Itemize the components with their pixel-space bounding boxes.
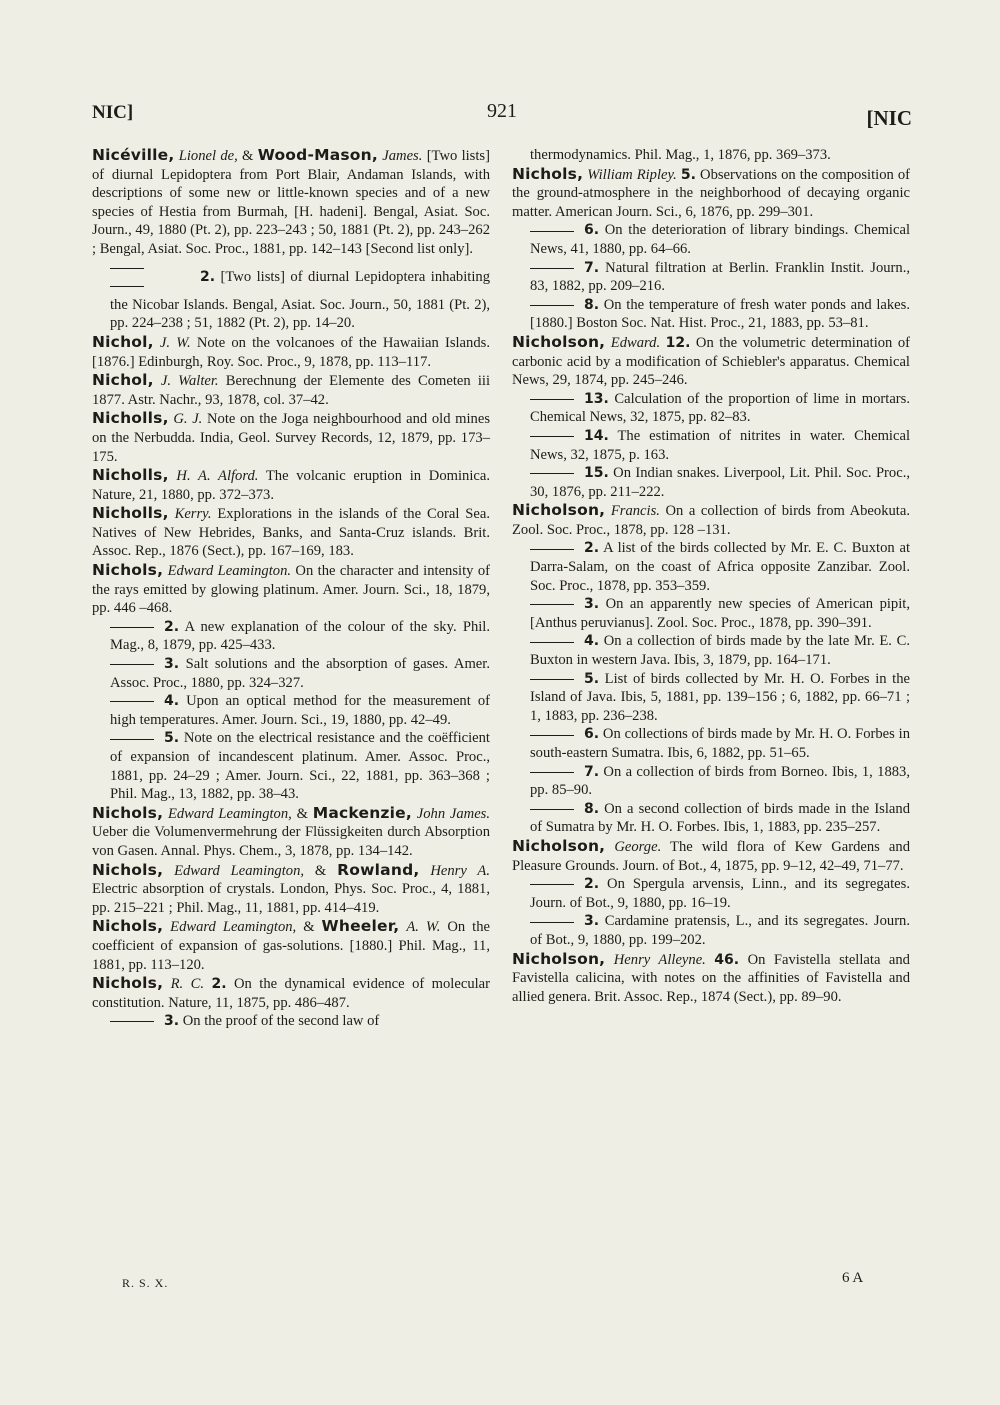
entry-number: 2.	[164, 618, 180, 635]
author-given: R. C.	[170, 976, 205, 993]
entry-text: Calculation of the proportion of lime in mortars. Chemical News, 32, 1875, pp. 82–83.	[530, 390, 910, 426]
entry-text: On collections of birds made by Mr. H. O. Forbes in south-eastern Sumatra. Ibis, 6, 1882, pp. 51–65.	[530, 726, 910, 761]
entry-continuation	[512, 427, 910, 464]
coauthor-name: Wheeler,	[321, 917, 400, 936]
author-name: Nichols,	[92, 803, 164, 822]
author-name: Nichols,	[92, 561, 164, 580]
entry-text: On an apparently new species of American pipit, [Anthus peruvianus]. Zool. Soc. Proc., 1878, pp. 390–391.	[530, 596, 910, 631]
author-given: William Ripley.	[587, 166, 677, 183]
author-name: Nichols,	[92, 917, 164, 936]
entry-continuation	[92, 618, 490, 655]
coauthor-given: James.	[382, 148, 423, 164]
entry-continuation	[512, 296, 910, 333]
entry-continuation	[512, 595, 910, 632]
dash	[530, 642, 574, 643]
entry-nichols-el	[92, 561, 490, 618]
entry-nichols-wr	[512, 165, 910, 222]
entry-text: On the deterioration of library bindings. Chemical News, 41, 1880, pp. 64–66.	[530, 222, 910, 257]
page-number: 921	[487, 100, 517, 122]
author-name: Nichol,	[92, 332, 154, 351]
dash	[110, 701, 154, 702]
author-given: G. J.	[173, 411, 203, 428]
entry-continuation	[92, 692, 490, 729]
entry-text: Explorations in the islands of the Coral Sea. Natives of New Hebrides, Banks, and Santa-Cruz islands. Brit. Assoc. Rep., 1876 (Sect.), pp. 167–169, 183.	[92, 506, 490, 560]
author-name: Nicholls,	[92, 409, 169, 428]
entry-nicholls-gj	[92, 409, 490, 466]
dash	[530, 772, 574, 773]
ampersand: &	[296, 805, 308, 822]
author-given: H. A. Alford.	[176, 468, 259, 485]
entry-number: 8.	[584, 800, 600, 817]
header-right-heading: [NIC	[866, 106, 912, 130]
entry-text: On the temperature of fresh water ponds and lakes. [1880.] Boston Soc. Nat. Hist. Proc., 21, 1883, pp. 53–81.	[530, 296, 910, 332]
coauthor-name: Wood-Mason,	[257, 146, 378, 164]
coauthor-given: John James.	[416, 805, 491, 822]
header-left-heading: NIC]	[92, 102, 134, 123]
dash	[530, 922, 574, 923]
author-name: Nicholson,	[512, 332, 606, 351]
dash	[530, 735, 574, 736]
entry-continuation	[92, 729, 490, 803]
dash	[530, 809, 574, 810]
entry-number: 3.	[584, 596, 600, 613]
coauthor-given: A. W.	[406, 919, 441, 936]
author-name: Nichols,	[92, 974, 164, 993]
entry-continuation	[512, 259, 910, 296]
entry-nicholson-henry	[512, 950, 910, 1007]
entry-text: On a collection of birds from Borneo. Ibis, 1, 1883, pp. 85–90.	[530, 763, 910, 799]
entry-nicholls-ha	[92, 466, 490, 504]
gathering-mark: 6 A	[842, 1270, 864, 1286]
entry-continuation	[512, 725, 910, 762]
author-name: Nicéville,	[92, 146, 175, 164]
right-column	[512, 146, 910, 1006]
entry-number: 15.	[584, 465, 609, 482]
entry-text: List of birds collected by Mr. H. O. Forbes in the Island of Java. Ibis, 5, 1881, pp. 139–156 ; 6, 1882, pp. 66–71 ; 1, 1883, pp. 236–238.	[530, 670, 910, 724]
author-given: J. Walter.	[160, 373, 219, 390]
entry-nicholls-kerry	[92, 504, 490, 561]
dash	[530, 549, 574, 550]
entry-continuation	[512, 539, 910, 595]
entry-nicholson-francis	[512, 501, 910, 539]
entry-text: On the volumetric determination of carbonic acid by a modification of Schiebler's apparatus. Chemical News, 29, 1874, pp. 245–246.	[512, 334, 910, 389]
entry-continuation	[512, 390, 910, 427]
dash	[530, 604, 574, 605]
entry-number: 7.	[584, 763, 600, 780]
entry-continuation	[512, 912, 910, 949]
dash	[530, 399, 574, 400]
entry-nichol-j-walter	[92, 371, 490, 409]
entry-text: Cardamine pratensis, L., and its segregates. Journ. of Bot., 9, 1880, pp. 199–202.	[530, 913, 910, 948]
entry-number: 5.	[164, 730, 180, 747]
entry-text: On a collection of birds made by the late Mr. E. C. Buxton in western Java. Ibis, 3, 1879, pp. 164–171.	[530, 633, 910, 669]
entry-niceville	[92, 146, 490, 259]
coauthor-name: Mackenzie,	[312, 803, 412, 822]
author-given: Lionel de,	[178, 148, 238, 164]
dash	[110, 627, 154, 628]
entry-text: A new explanation of the colour of the sky. Phil. Mag., 8, 1879, pp. 425–433.	[110, 618, 490, 654]
entry-number: 6.	[584, 726, 600, 743]
author-name: Nicholson,	[512, 949, 606, 968]
page-header	[92, 98, 912, 138]
entry-text: The wild flora of Kew Gardens and Pleasure Grounds. Journ. of Bot., 4, 1875, pp. 9–12, 42–49, 71–77.	[512, 838, 910, 874]
author-name: Nichol,	[92, 371, 154, 390]
ampersand: &	[314, 862, 327, 879]
entry-text: Upon an optical method for the measurement of high temperatures. Amer. Journ. Sci., 19, 1880, pp. 42–49.	[110, 693, 490, 728]
entry-text: On a collection of birds from Abeokuta. Zool. Soc. Proc., 1878, pp. 128 –131.	[512, 503, 910, 538]
author-given: Edward Leamington,	[174, 862, 305, 879]
entry-text: Note on the volcanoes of the Hawaiian Islands. [1876.] Edinburgh, Roy. Soc. Proc., 9, 1878, pp. 113–117.	[92, 334, 490, 370]
entry-continuation	[512, 464, 910, 501]
entry-text: On the proof of the second law of	[182, 1013, 380, 1030]
dash	[110, 1021, 154, 1022]
entry-continuation	[512, 800, 910, 837]
entry-nicholson-george	[512, 837, 910, 875]
entry-number: 8.	[584, 296, 600, 313]
left-column	[92, 146, 490, 1031]
dash	[530, 231, 574, 232]
entry-text: On the dynamical evidence of molecular constitution. Nature, 11, 1875, pp. 486–487.	[92, 976, 491, 1011]
entry-text: The volcanic eruption in Dominica. Nature, 21, 1880, pp. 372–373.	[92, 468, 490, 503]
dash	[530, 268, 574, 269]
dash	[530, 679, 574, 680]
entry-text: Note on the Joga neighbourhood and old mines on the Nerbudda. India, Geol. Survey Records, 12, 1879, pp. 173–175.	[92, 411, 490, 465]
entry-number: 7.	[584, 259, 600, 276]
dash	[110, 739, 154, 740]
entry-number: 12.	[665, 334, 691, 351]
entry-continuation	[512, 875, 910, 912]
dash	[530, 884, 574, 885]
entry-text: On the coefficient of expansion of gas-solutions. [1880.] Phil. Mag., 11, 1881, pp. 113–120.	[92, 919, 490, 973]
entry-text: Natural filtration at Berlin. Franklin Instit. Journ., 83, 1882, pp. 209–216.	[530, 259, 910, 295]
author-name: Nicholls,	[92, 466, 169, 485]
author-name: Nichols,	[512, 164, 584, 183]
entry-text: On Spergula arvensis, Linn., and its segregates. Journ. of Bot., 9, 1880, pp. 16–19.	[530, 876, 910, 911]
page-footer	[0, 1270, 1000, 1300]
entry-nichols-rc	[92, 974, 490, 1012]
entry-text: Note on the electrical resistance and the coëfficient of expansion of incandescent platinum. Amer. Assoc. Proc., 1881, pp. 24–29 ; Amer. Journ. Sci., 22, 1881, pp. 363–368 ; Phil. Mag., 13, 1882, pp. 38–43.	[110, 730, 490, 803]
entry-number: 5.	[680, 166, 696, 183]
entry-number: 2.	[211, 976, 227, 993]
double-dash	[110, 259, 190, 296]
entry-number: 3.	[164, 656, 180, 673]
entry-continuation	[92, 655, 490, 692]
entry-continuation	[512, 632, 910, 669]
entry-text: Salt solutions and the absorption of gases. Amer. Assoc. Proc., 1880, pp. 324–327.	[110, 656, 490, 691]
entry-number: 46.	[714, 951, 740, 968]
entry-nichol-jw	[92, 333, 490, 371]
author-given: Kerry.	[174, 506, 212, 523]
entry-text: On Favistella stellata and Favistella calicina, with notes on the affinities of Favistella and allied genera. Brit. Assoc. Rep., 1874 (Sect.), pp. 89–90.	[512, 951, 910, 1005]
dash	[530, 436, 574, 437]
entry-continuation	[512, 146, 910, 165]
entry-text: On a second collection of birds made in the Island of Sumatra by Mr. H. O. Forbes. Ibis, 1, 1883, pp. 235–257.	[530, 800, 910, 836]
entry-number: 6.	[584, 222, 600, 239]
author-given: Edward Leamington.	[167, 563, 292, 580]
entry-text: [Two lists] of diurnal Lepidoptera from Port Blair, Andaman Islands, with descriptions of some new or little-known species and of a new species of Hestia from Burmah, [H. hadeni]. Bengal, Asiat. Soc. Journ., 49, 1880 (Pt. 2), pp. 223–243 ; 50, 1881 (Pt. 2), pp. 243–262 ; Bengal, Asiat. Soc. Proc., 1881, pp. 142–143 [Second list only].	[92, 148, 490, 257]
author-given: J. W.	[159, 334, 191, 351]
entry-number: 14.	[584, 427, 609, 444]
entry-continuation	[92, 1012, 490, 1031]
entry-number: 13.	[584, 390, 609, 407]
author-given: George.	[614, 838, 662, 855]
entry-text: Ueber die Volumenvermehrung der Flüssigkeiten durch Absorption von Gasen. Annal. Phys. Chem., 3, 1878, pp. 134–142.	[92, 824, 490, 859]
entry-number: 4.	[164, 693, 180, 710]
author-given: Edward Leamington,	[170, 919, 297, 936]
entry-text: On the character and intensity of the rays emitted by glowing platinum. Amer. Journ. Sci., 18, 1879, pp. 446 –468.	[92, 563, 490, 617]
coauthor-name: Rowland,	[337, 860, 420, 879]
entry-nicholson-edward	[512, 333, 910, 390]
author-given: Edward.	[610, 334, 661, 351]
entry-continuation	[512, 670, 910, 726]
author-name: Nicholls,	[92, 504, 169, 523]
signature-mark: R. S. X.	[122, 1276, 169, 1290]
dash	[530, 305, 574, 306]
dash	[530, 473, 574, 474]
entry-number: 3.	[584, 913, 600, 930]
entry-nichols-wheeler	[92, 917, 490, 974]
author-given: Edward Leamington,	[167, 805, 292, 822]
author-name: Nicholson,	[512, 501, 606, 520]
entry-text: A list of the birds collected by Mr. E. C. Buxton at Darra-Salam, on the coast of Africa opposite Zanzibar. Zool. Soc. Proc., 1878, pp. 353–359.	[530, 540, 910, 594]
entry-number: 3.	[164, 1013, 180, 1030]
entry-number: 2.	[200, 268, 216, 285]
author-name: Nichols,	[92, 860, 164, 879]
entry-text: Electric absorption of crystals. London, Phys. Soc. Proc., 4, 1881, pp. 215–221 ; Phil. Mag., 11, 1881, pp. 414–419.	[92, 881, 490, 916]
entry-continuation	[512, 221, 910, 258]
entry-text: Berechnung der Elemente des Cometen iii 1877. Astr. Nachr., 93, 1878, col. 37–42.	[92, 373, 490, 408]
entry-text: The estimation of nitrites in water. Chemical News, 32, 1875, p. 163.	[530, 427, 910, 463]
entry-text: thermodynamics. Phil. Mag., 1, 1876, pp. 369–373.	[530, 147, 831, 163]
entry-nichols-rowland	[92, 861, 490, 918]
entry-continuation	[92, 259, 490, 333]
entry-nichols-mackenzie	[92, 804, 490, 861]
entry-number: 2.	[584, 540, 600, 557]
author-given: Francis.	[610, 503, 660, 520]
author-given: Henry Alleyne.	[613, 951, 706, 968]
entry-text: [Two lists] of diurnal Lepidoptera inhabiting the Nicobar Islands. Bengal, Asiat. Soc. Journ., 50, 1881 (Pt. 2), pp. 224–238 ; 51, 1882 (Pt. 2), pp. 14–20.	[110, 268, 490, 332]
entry-text: Observations on the composition of the ground-atmosphere in the neighborhood of decaying organic matter. American Journ. Sci., 6, 1876, pp. 299–301.	[512, 166, 910, 220]
author-name: Nicholson,	[512, 836, 606, 855]
ampersand: &	[303, 919, 315, 936]
coauthor-given: Henry A.	[430, 862, 490, 879]
entry-number: 2.	[584, 876, 600, 893]
dash	[110, 664, 154, 665]
ampersand: &	[242, 148, 254, 164]
entry-text: On Indian snakes. Liverpool, Lit. Phil. Soc. Proc., 30, 1876, pp. 211–222.	[530, 465, 910, 500]
entry-continuation	[512, 763, 910, 800]
entry-number: 4.	[584, 633, 600, 650]
entry-number: 5.	[584, 670, 600, 687]
